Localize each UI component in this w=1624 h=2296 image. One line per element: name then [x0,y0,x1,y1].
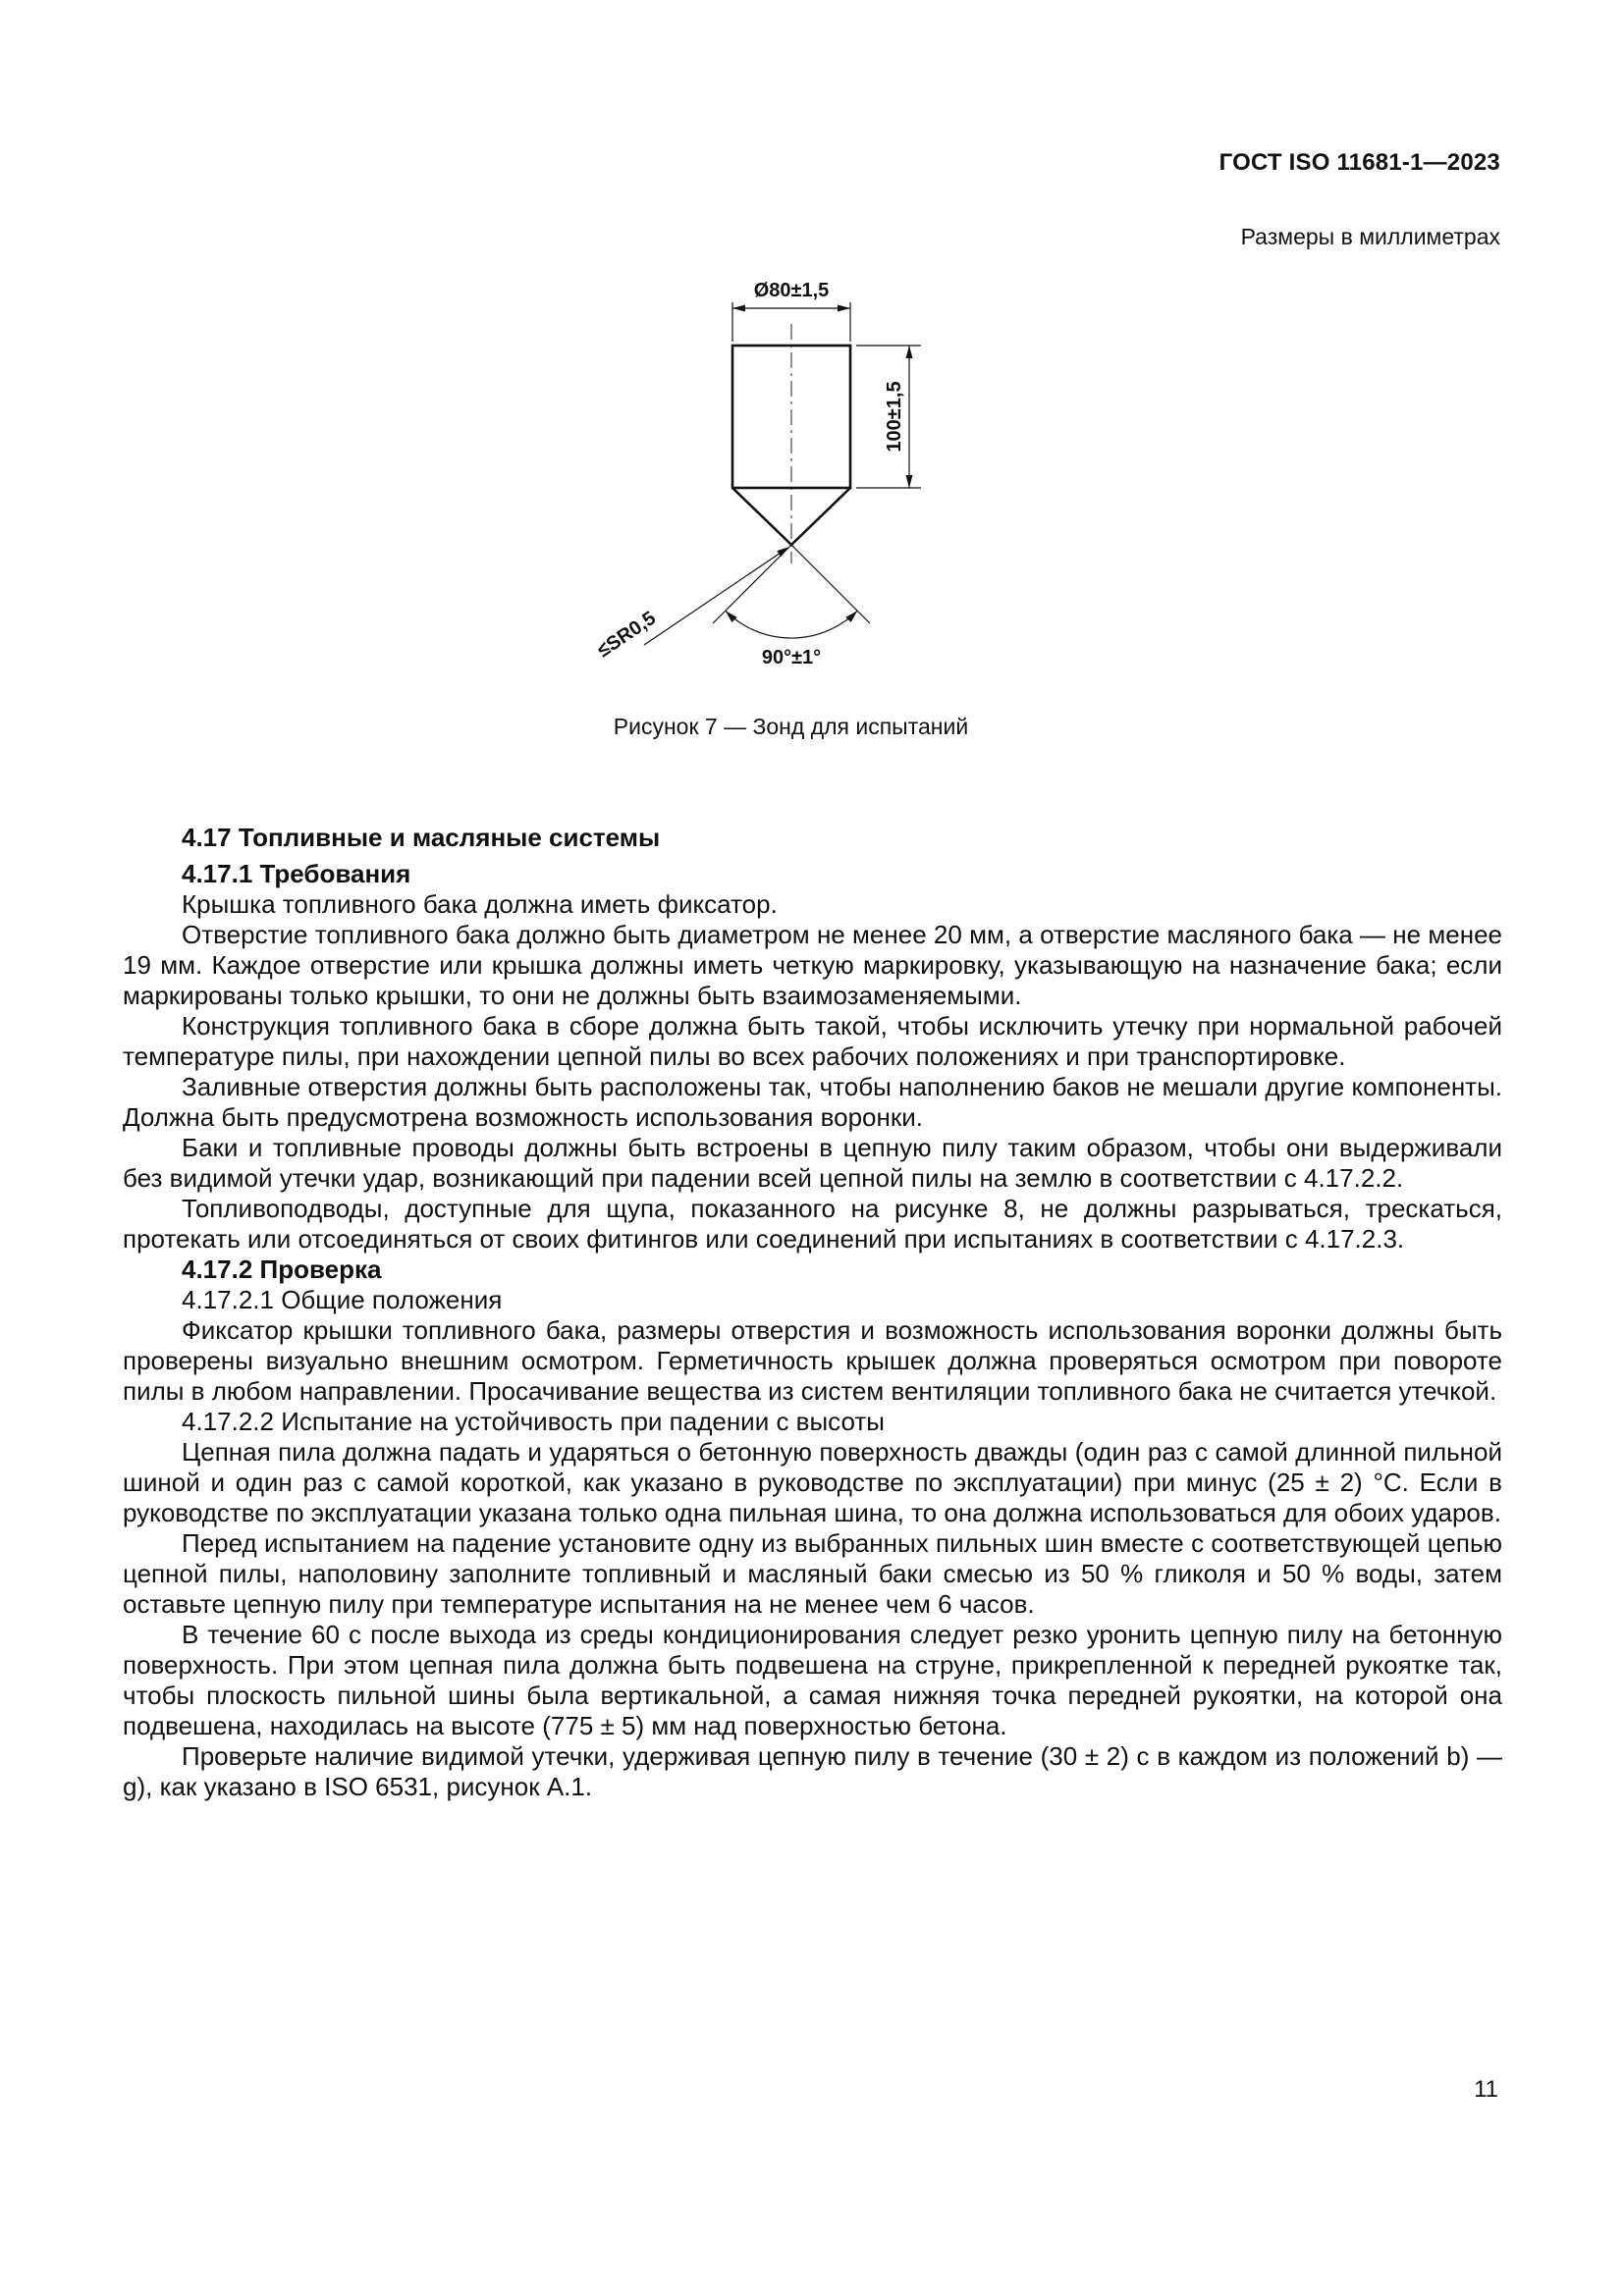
probe-drawing [487,257,1096,694]
paragraph-tanks-fuel-lines: Баки и топливные проводы должны быть встроены в цепную пилу таким образом, чтобы они выдерживали без видимой утечки удар, возникающий при падении всей цепной пилы на землю в соответствии с 4.17.2.2. [123,1133,1502,1193]
paragraph-visual-check: Фиксатор крышки топливного бака, размеры отверстия и возможность использования воронки должны быть проверены визуально внешним осмотром. Герметичность крышек должна проверяться осмотром при повороте пилы в любом направлении. Просачивание вещества из систем вентиляции топливного бака не считается утечкой. [123,1315,1502,1406]
heading-4-17: 4.17 Топливные и масляные системы [182,823,661,852]
paragraph-drop-test-2: Перед испытанием на падение установите одну из выбранных пильных шин вместе с соответствующей цепью цепной пилы, наполовину заполните топливный и масляный баки смесью из 50 % гликоля и 50 % воды, затем оставьте цепную пилу при температуре испытания на не менее чем 6 часов. [123,1528,1502,1619]
page-number: 11 [1474,2076,1498,2103]
paragraph-drop-test-1: Цепная пила должна падать и ударяться о бетонную поверхность дважды (один раз с самой длинной пильной шиной и один раз с самой короткой, как указано в руководстве по эксплуатации) при минус (25 ± 2) °С. Если в руководстве по эксплуатации указана только одна пильная шина, то она должна использоваться для обоих ударов. [123,1437,1502,1527]
figure-caption: Рисунок 7 — Зонд для испытаний [613,714,969,739]
heading-4-17-2: 4.17.2 Проверка [182,1255,382,1284]
height-label: 100±1,5 [883,381,905,453]
heading-4-17-1: 4.17.1 Требования [182,859,411,888]
angle-label: 90°±1° [761,647,821,668]
diameter-label: Ø80±1,5 [753,280,829,301]
paragraph-drop-test-4: Проверьте наличие видимой утечки, удерживая цепную пилу в течение (30 ± 2) с в каждом из положений b) — g), как указано в ISO 6531, рисунок А.1. [123,1741,1502,1801]
standard-code: ГОСТ ISO 11681-1—2023 [1218,149,1500,176]
units-note: Размеры в миллиметрах [1240,224,1500,249]
radius-label: ≤SR0,5 [592,607,660,663]
paragraph-filling-openings: Заливные отверстия должны быть расположены так, чтобы наполнению баков не мешали другие компоненты. Должна быть предусмотрена возможность использования воронки. [123,1072,1502,1132]
paragraph-drop-test-3: В течение 60 с после выхода из среды кондиционирования следует резко уронить цепную пилу на бетонную поверхность. При этом цепная пила должна быть подвешена на струне, прикрепленной к передней рукоятке так, чтобы плоскость пильной шины была вертикальной, а самая нижняя точка передней рукоятки, на которой она подвешена, находилась на высоте (775 ± 5) мм над поверхностью бетона. [123,1620,1502,1740]
paragraph-tank-construction: Конструкция топливного бака в сборе должна быть такой, чтобы исключить утечку при нормальной рабочей температуре пилы, при нахождении цепной пилы во всех рабочих положениях и при транспортировке. [123,1011,1502,1071]
radius-leader [644,547,789,645]
paragraph-fuel-lines-probe: Топливоподводы, доступные для щупа, показанного на рисунке 8, не должны разрываться, трескаться, протекать или отсоединяться от своих фитингов или соединений при испытаниях в соответствии с 4.17.2.3. [123,1194,1502,1254]
paragraph-opening-size: Отверстие топливного бака должно быть диаметром не менее 20 мм, а отверстие масляного бака — не менее 19 мм. Каждое отверстие или крышка должны иметь четкую маркировку, указывающую на назначение бака; если маркированы только крышки, то они не должны быть взаимозаменяемыми. [123,920,1502,1010]
heading-4-17-2-1: 4.17.2.1 Общие положения [182,1285,503,1314]
heading-4-17-2-2: 4.17.2.2 Испытание на устойчивость при падении с высоты [182,1407,885,1436]
paragraph-cap-lock: Крышка топливного бака должна иметь фиксатор. [182,889,778,919]
figure-7 [123,257,1502,740]
probe-figure-svg [487,257,1096,689]
document-body [123,823,1502,1802]
